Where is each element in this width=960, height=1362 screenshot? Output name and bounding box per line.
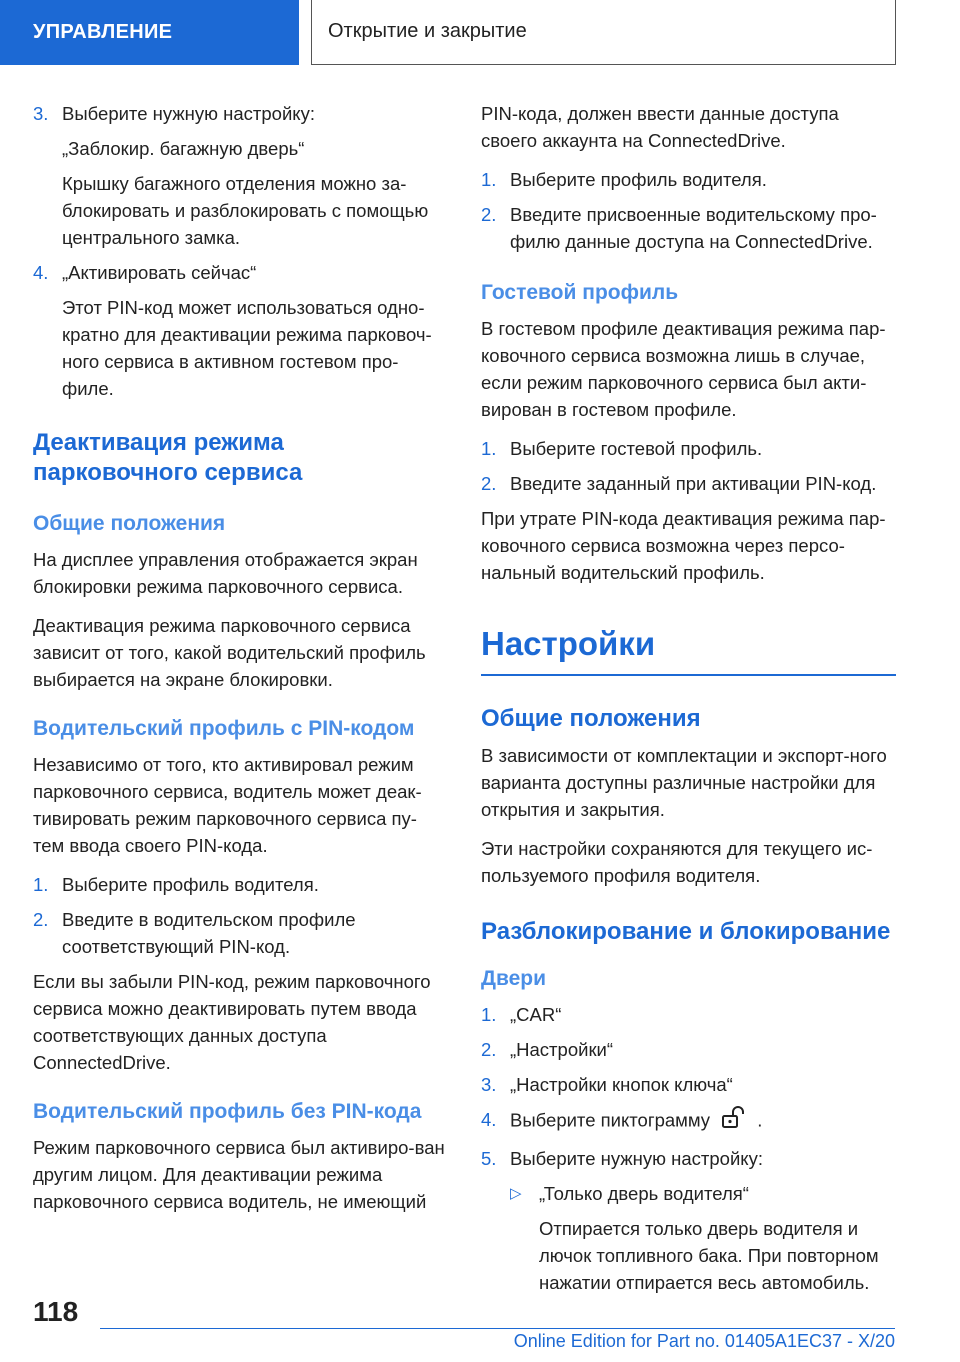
page-number: 118 [33, 1296, 79, 1327]
step-text: Выберите профиль водителя. [62, 874, 319, 895]
step-text: Выберите нужную настройку: [62, 103, 315, 124]
step-text: Выберите пиктограмму [510, 1109, 711, 1131]
list-item [481, 1071, 896, 1098]
step-number: 1. [481, 438, 497, 459]
footer-divider [100, 1328, 895, 1329]
step-number: 1. [481, 1004, 497, 1025]
step-text: „CAR“ [510, 1004, 562, 1025]
option-text: „Только дверь водителя“ [539, 1183, 749, 1204]
step-text: Введите в водительском профиле соответствующий PIN-код. [62, 909, 356, 957]
heading-general: Общие положения [33, 512, 226, 535]
unlock-icon [721, 1106, 747, 1137]
step-text: Введите присвоенные водительскому про-филю данные доступа на ConnectedDrive. [510, 204, 877, 252]
step-number: 3. [481, 1074, 497, 1095]
list-item [33, 906, 448, 960]
paragraph: PIN-кода, должен ввести данные доступа своего аккаунта на ConnectedDrive. [481, 103, 839, 151]
footer-edition: Online Edition for Part no. 01405A1EC37 - X/20 [513, 1331, 895, 1351]
heading-settings: Настройки [481, 624, 896, 676]
sub-list-item [481, 1180, 896, 1207]
heading-profile-with-pin: Водительский профиль с PIN-кодом [33, 717, 415, 740]
list-item [481, 1036, 896, 1063]
paragraph: Независимо от того, кто активировал режим парковочного сервиса, водитель может деак-тивировать режим парковочного сервиса пу-тем ввода своего PIN-кода. [33, 754, 422, 856]
right-column [481, 100, 896, 1304]
list-item [481, 470, 896, 497]
heading-guest-profile: Гостевой профиль [481, 281, 679, 304]
list-item [481, 1001, 896, 1028]
paragraph: В гостевом профиле деактивация режима пар-ковочного сервиса возможна лишь в случае, если режим парковочного сервиса был акти-вирован в гостевом профиле. [481, 318, 886, 420]
step-number: 1. [33, 874, 49, 895]
header-chapter: Открытие и закрытие [311, 0, 896, 65]
triangle-bullet-icon: ▷ [510, 1185, 522, 1202]
step-description: Крышку багажного отделения можно за-блокировать и разблокировать с помощью центрального замка. [62, 173, 429, 248]
step-number: 2. [33, 909, 49, 930]
step-text: „Активировать сейчас“ [62, 262, 257, 283]
step-number: 3. [33, 103, 49, 124]
step-number: 4. [481, 1109, 497, 1130]
paragraph: Эти настройки сохраняются для текущего ис-пользуемого профиля водителя. [481, 838, 873, 886]
list-item [481, 1145, 896, 1172]
step-description: Этот PIN-код может использоваться одно-кратно для деактивации режима парковоч-ного сервиса в активном гостевом про-филе. [62, 297, 432, 399]
step-number: 2. [481, 1039, 497, 1060]
step-number: 5. [481, 1148, 497, 1169]
step-number: 2. [481, 204, 497, 225]
paragraph: Режим парковочного сервиса был активиро-ван другим лицом. Для деактивации режима парковочного сервиса водитель, не имеющий [33, 1137, 445, 1212]
list-item [481, 166, 896, 193]
left-column [33, 100, 448, 1227]
step-text: „Настройки кнопок ключа“ [510, 1074, 733, 1095]
list-item [33, 871, 448, 898]
option-description: Отпирается только дверь водителя и лючок топливного бака. При повторном нажатии отпирается весь автомобиль. [539, 1218, 879, 1293]
step-suffix: . [757, 1109, 763, 1131]
heading-profile-without-pin: Водительский профиль без PIN-кода [33, 1100, 422, 1123]
step-text: Выберите профиль водителя. [510, 169, 767, 190]
step-number: 4. [33, 262, 49, 283]
heading-deactivation: Деактивация режима парковочного сервиса [33, 429, 303, 486]
heading-settings-general: Общие положения [481, 705, 701, 732]
paragraph: При утрате PIN-кода деактивация режима пар-ковочного сервиса возможна через персо-нальный водительский профиль. [481, 508, 886, 583]
paragraph: На дисплее управления отображается экран блокировки режима парковочного сервиса. [33, 549, 418, 597]
list-item [33, 100, 448, 127]
paragraph: Если вы забыли PIN-код, режим парковочного сервиса можно деактивировать путем ввода соответствующих данных доступа ConnectedDrive. [33, 971, 431, 1073]
list-item [33, 259, 448, 286]
list-item [481, 1106, 896, 1137]
paragraph: Деактивация режима парковочного сервиса зависит от того, какой водительский профиль выбирается на экране блокировки. [33, 615, 426, 690]
step-text: Выберите гостевой профиль. [510, 438, 763, 459]
step-text: Выберите нужную настройку: [510, 1148, 763, 1169]
heading-unlock-lock: Разблокирование и блокирование [481, 918, 891, 945]
paragraph: В зависимости от комплектации и экспорт-ного варианта доступны различные настройки для открытия и закрытия. [481, 745, 887, 820]
step-text: „Настройки“ [510, 1039, 614, 1060]
heading-doors: Двери [481, 967, 547, 990]
list-item [481, 201, 896, 255]
step-option: „Заблокир. багажную дверь“ [62, 138, 305, 159]
step-number: 2. [481, 473, 497, 494]
header-section: УПРАВЛЕНИЕ [0, 0, 299, 65]
step-text: Введите заданный при активации PIN-код. [510, 473, 877, 494]
step-number: 1. [481, 169, 497, 190]
list-item [481, 435, 896, 462]
